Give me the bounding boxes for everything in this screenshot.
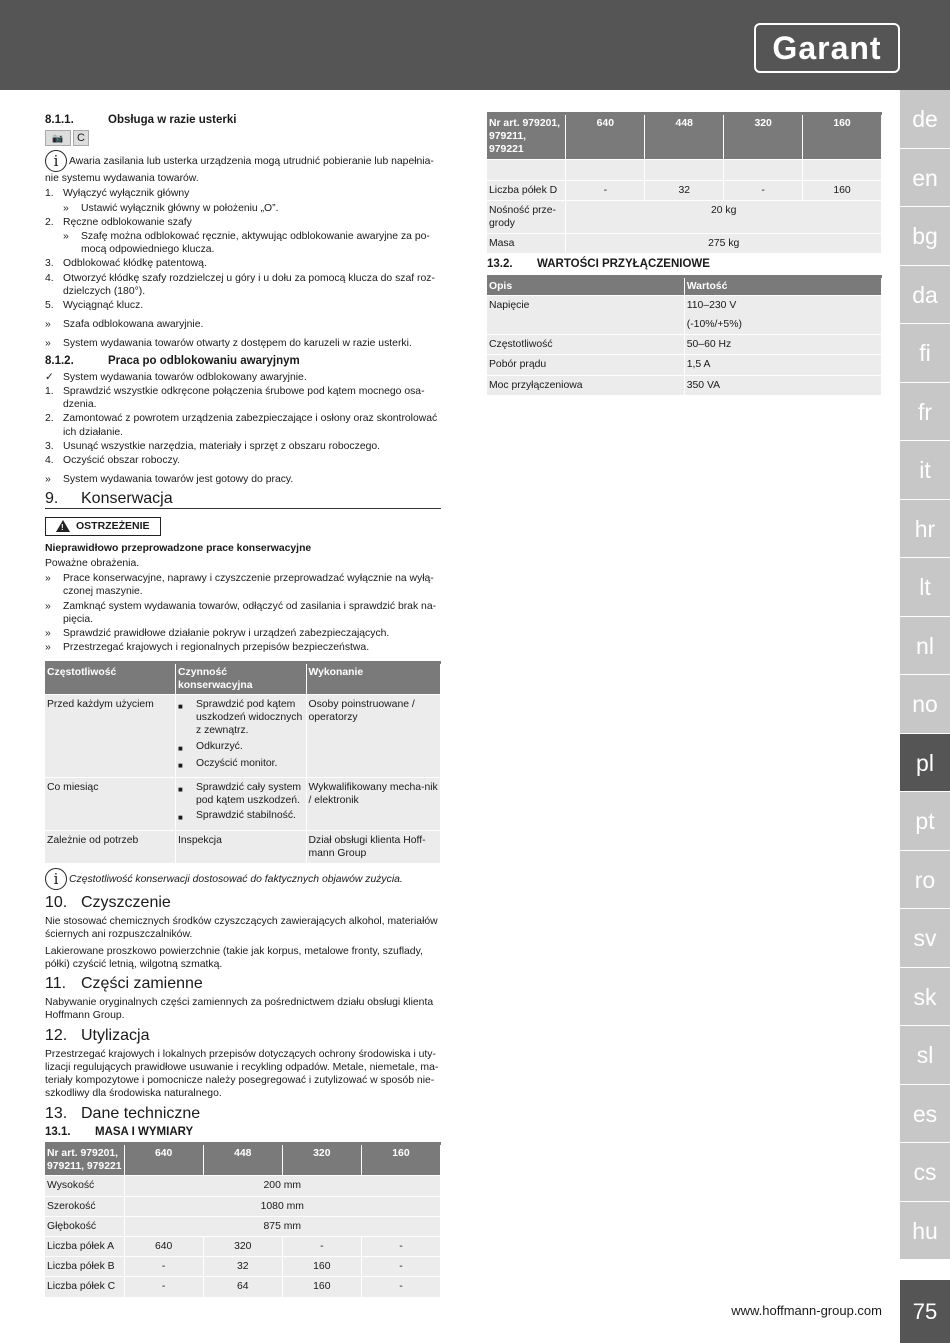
table-row: Pobór prądu 1,5 A xyxy=(487,355,882,375)
step-1: Wyłączyć wyłącznik główny xyxy=(63,188,190,200)
dimensions-table: Nr art. 979201, 979211, 979221 640 448 320 160 Wysokość 200 mm Szerokość 1080 mm Głębokość 875 mm Liczba półek A 640 320 - - Liczba półek B - 32 160 - Liczba półek C - 64 160 - xyxy=(45,1142,441,1297)
maintenance-table: Częstotliwość Czynność konserwacyjna Wykonanie Przed każdym użyciem ■ Sprawdzić pod kątem uszkodzeń widocznych z zewnątrz. ■ Odkurzyć. ■ Oczyścić monitor. Osoby poinstruowane / operatorzy Co miesiąc ■ Sprawdzić cały system pod kątem uszkodzeń. ■ Sprawdzić stabilność. Wykwalifikowany mecha-nik / elektronik Zależnie od potrzeb Inspekcja Dział obsługi klienta Hoff-mann Group xyxy=(45,661,441,863)
table-row: Częstotliwość 50–60 Hz xyxy=(487,335,882,355)
camera-icon: 📷 xyxy=(45,130,71,146)
lang-tab-da[interactable]: da xyxy=(900,266,950,325)
garant-logo: Garant xyxy=(754,23,900,73)
table-row: Nośność prze-grody 20 kg xyxy=(487,200,882,233)
step-2: Ręczne odblokowanie szafy xyxy=(63,216,192,228)
table-row: Napięcie 110–230 V (-10%/+5%) xyxy=(487,295,882,334)
table-row xyxy=(487,159,882,180)
table-row: Masa 275 kg xyxy=(487,234,882,254)
lang-tab-sl[interactable]: sl xyxy=(900,1026,950,1085)
table-row: Szerokość 1080 mm xyxy=(45,1196,441,1216)
section-812-heading: 8.1.2. Praca po odblokowaniu awaryjnym xyxy=(45,354,300,367)
lang-tab-bg[interactable]: bg xyxy=(900,207,950,266)
lang-tab-cs[interactable]: cs xyxy=(900,1143,950,1202)
section-13-heading: 13. Dane techniczne xyxy=(45,1104,201,1122)
table-row: Liczba półek B - 32 160 - xyxy=(45,1257,441,1277)
lang-tab-en[interactable]: en xyxy=(900,149,950,208)
lang-tab-es[interactable]: es xyxy=(900,1085,950,1144)
check-icon: ✓ xyxy=(45,371,54,383)
section-10-heading: 10. Czyszczenie xyxy=(45,893,171,911)
lang-tab-pl[interactable]: pl xyxy=(900,734,950,793)
lang-tab-it[interactable]: it xyxy=(900,441,950,500)
section-12-heading: 12. Utylizacja xyxy=(45,1026,150,1044)
result-2: System wydawania towarów otwarty z dostępem do karuzeli w razie usterki. xyxy=(63,338,412,350)
info-icon: i xyxy=(45,150,67,172)
table-row: Co miesiąc ■ Sprawdzić cały system pod kątem uszkodzeń. ■ Sprawdzić stabilność. Wykwalifikowany mecha-nik / elektronik xyxy=(45,777,441,830)
section-132-heading: 13.2. WARTOŚCI PRZYŁĄCZENIOWE xyxy=(487,258,710,271)
lang-tab-ro[interactable]: ro xyxy=(900,851,950,910)
table-row: Zależnie od potrzeb Inspekcja Dział obsługi klienta Hoff-mann Group xyxy=(45,830,441,863)
footer-url[interactable]: www.hoffmann-group.com xyxy=(731,1303,882,1318)
table-row: Liczba półek C - 64 160 - xyxy=(45,1277,441,1297)
lang-tab-hu[interactable]: hu xyxy=(900,1202,950,1261)
info-icon: i xyxy=(45,868,67,890)
table-row: Wysokość 200 mm xyxy=(45,1176,441,1196)
info-note: i Awaria zasilania lub usterka urządzenia mogą utrudnić pobieranie lub napełnia-nie systemu wydawania towarów. xyxy=(45,152,434,185)
maintenance-note: i Częstotliwość konserwacji dostosować do faktycznych objawów zużycia. xyxy=(45,868,441,890)
hazard-title: Nieprawidłowo przeprowadzone prace konserwacyjne xyxy=(45,542,312,554)
step-5: Wyciągnąć klucz. xyxy=(63,300,144,312)
dimensions-table-continued: Nr art. 979201, 979211, 979221 640 448 320 160 Liczba półek D - 32 - 160 Nośność prze-grody 20 kg Masa 275 kg xyxy=(487,112,882,253)
step-4: Otworzyć kłódkę szafy rozdzielczej u góry i u dołu za pomocą klucza do szaf roz-dzielczych (180°). xyxy=(63,272,435,297)
step-3: Odblokować kłódkę patentową. xyxy=(63,258,207,270)
step-2-sub: Szafę można odblokować ręcznie, aktywując odblokowanie awaryjne za po-mocą odpowiedniego klucza. xyxy=(81,231,430,256)
lang-tab-lt[interactable]: lt xyxy=(900,558,950,617)
lang-tab-no[interactable]: no xyxy=(900,675,950,734)
hazard-consequence: Poważne obrażenia. xyxy=(45,558,140,570)
table-row: Moc przyłączeniowa 350 VA xyxy=(487,375,882,395)
page-header xyxy=(0,0,950,90)
section-9-heading: 9. Konserwacja xyxy=(45,492,441,508)
lang-tab-fr[interactable]: fr xyxy=(900,383,950,442)
table-row: Liczba półek A 640 320 - - xyxy=(45,1237,441,1257)
result-1: Szafa odblokowana awaryjnie. xyxy=(63,319,204,331)
section-11-heading: 11. Części zamienne xyxy=(45,974,203,992)
lang-tab-sk[interactable]: sk xyxy=(900,968,950,1027)
step-1-sub: Ustawić wyłącznik główny w położeniu „O”. xyxy=(81,202,279,214)
lang-tab-sv[interactable]: sv xyxy=(900,909,950,968)
lang-tab-hr[interactable]: hr xyxy=(900,500,950,559)
page-number: 75 xyxy=(900,1280,950,1343)
table-row: Przed każdym użyciem ■ Sprawdzić pod kątem uszkodzeń widocznych z zewnątrz. ■ Odkurzyć. ■ Oczyścić monitor. Osoby poinstruowane / operatorzy xyxy=(45,694,441,777)
table-row: Liczba półek D - 32 - 160 xyxy=(487,180,882,200)
lang-tab-nl[interactable]: nl xyxy=(900,617,950,676)
lang-tab-fi[interactable]: fi xyxy=(900,324,950,383)
lang-tab-de[interactable]: de xyxy=(900,90,950,149)
c-icon: C xyxy=(73,130,89,146)
lang-tab-pt[interactable]: pt xyxy=(900,792,950,851)
warning-badge: ! OSTRZEŻENIE xyxy=(45,517,161,536)
connection-values-table: Opis Wartość Napięcie 110–230 V (-10%/+5%) Częstotliwość 50–60 Hz Pobór prądu 1,5 A Moc przyłączeniowa 350 VA xyxy=(487,275,882,395)
language-sidebar xyxy=(900,90,950,1343)
warning-icon xyxy=(56,520,70,532)
section-811-heading: 8.1.1. Obsługa w razie usterki xyxy=(45,114,237,126)
section-131-heading: 13.1. MASA I WYMIARY xyxy=(45,1125,194,1138)
table-row: Głębokość 875 mm xyxy=(45,1216,441,1236)
tool-icons xyxy=(45,130,441,146)
right-column xyxy=(487,112,882,395)
left-column: 8.1.1. Obsługa w razie usterki 📷 C i Awaria zasilania lub usterka urządzenia mogą utrudnić pobieranie lub napełnia-nie systemu wydawania towarów. 1. Wyłączyć wyłącznik główny » Ustawić wyłącznik główny w położeniu „O”. 2. Ręczne odblokowanie szafy » Szafę można odblokować ręcznie, aktywując odblokowanie awaryjne za po-mocą odpowiedniego klucza. 3. Odblokować kłódkę patentową. 4. Otworzyć kłódkę szafy rozdzielczej u góry i u dołu za pomocą klucza do szaf roz-dzielczych (180°). 5. Wyciągnąć klucz. » Szafa odblokowana awaryjnie. » System wydawania towarów otwarty z dostępem do karuzeli w razie usterki. 8.1.2. Praca po odblokowaniu awaryjnym ✓ System wydawania towarów odblokowany awaryjnie. 1. Sprawdzić wszystkie odkręcone połączenia śrubowe pod kątem mocnego osa-dzenia. 2. Zamontować z powrotem urządzenia zabezpieczające i osłony oraz skontrolować ich działanie. 3. Usunąć wszystkie narzędzia, materiały i sprzęt z obszaru roboczego. 4. Oczyścić obszar roboczy. » System wydawania towarów jest gotowy do pracy. 9. Konserwacja ! OSTRZEŻENIE Nieprawidłowo przeprowadzone prace konserwacyjne Poważne obrażenia. » Prace konserwacyjne, naprawy i czyszczenie przeprowadzać wyłącznie na wyłą-czonej maszynie. » Zamknąć system wydawania towarów, odłączyć od zasilania i sprawdzić brak na-pięcia. » Sprawdzić prawidłowe działanie pokryw i urządzeń zabezpieczających. » Przestrzegać krajowych i regionalnych przepisów bezpieczeństwa. Częstotliwość Czynność konserwacyjna Wykonanie Przed każdym użyciem ■ Sprawdzić pod kątem uszkodzeń widocznych z zewnątrz. ■ Odkurzyć. ■ Oczyścić monitor. Osoby poinstruowane / operatorzy Co miesiąc ■ Sprawdzić cały system pod kątem uszkodzeń. ■ Sprawdzić stabilność. Wykwalifikowany mecha-nik / elektronik Zależnie od potrzeb Inspekcja Dział obsługi klienta Hoff-mann Group i Częstotliwość konserwacji dostosować do faktycznych objawów zużycia. 10. Czyszczenie Nie stosować chemicznych środków czyszczących zawierających alkohol, materiałów ściernych ani rozpuszczalników. Lakierowane proszkowo powierzchnie (takie jak korpus, metalowe fronty, szuflady, półki) czyścić letnią, wilgotną szmatką. 11. Części zamienne Nabywanie oryginalnych części zamiennych za pośrednictwem działu obsługi klienta Hoffmann Group. 12. Utylizacja Przestrzegać krajowych i lokalnych przepisów dotyczących ochrony środowiska i uty-lizacji regulujących prawidłowe usuwanie i recykling odpadów. Metale, niemetale, ma-teriały kompozytowe i pomocnicze należy posegregować i zutylizować w sposób nie-szkodliwy dla środowiska naturalnego. 13. Dane techniczne 13.1. MASA I WYMIARY Nr art. 979201, 979211, 979221 640 448 320 160 Wysokość 200 mm Szerokość 1080 mm Głębokość 875 mm Liczba półek A 640 320 - - Liczba półek B - 32 160 - Liczba półek C - 64 160 - xyxy=(45,110,441,1297)
